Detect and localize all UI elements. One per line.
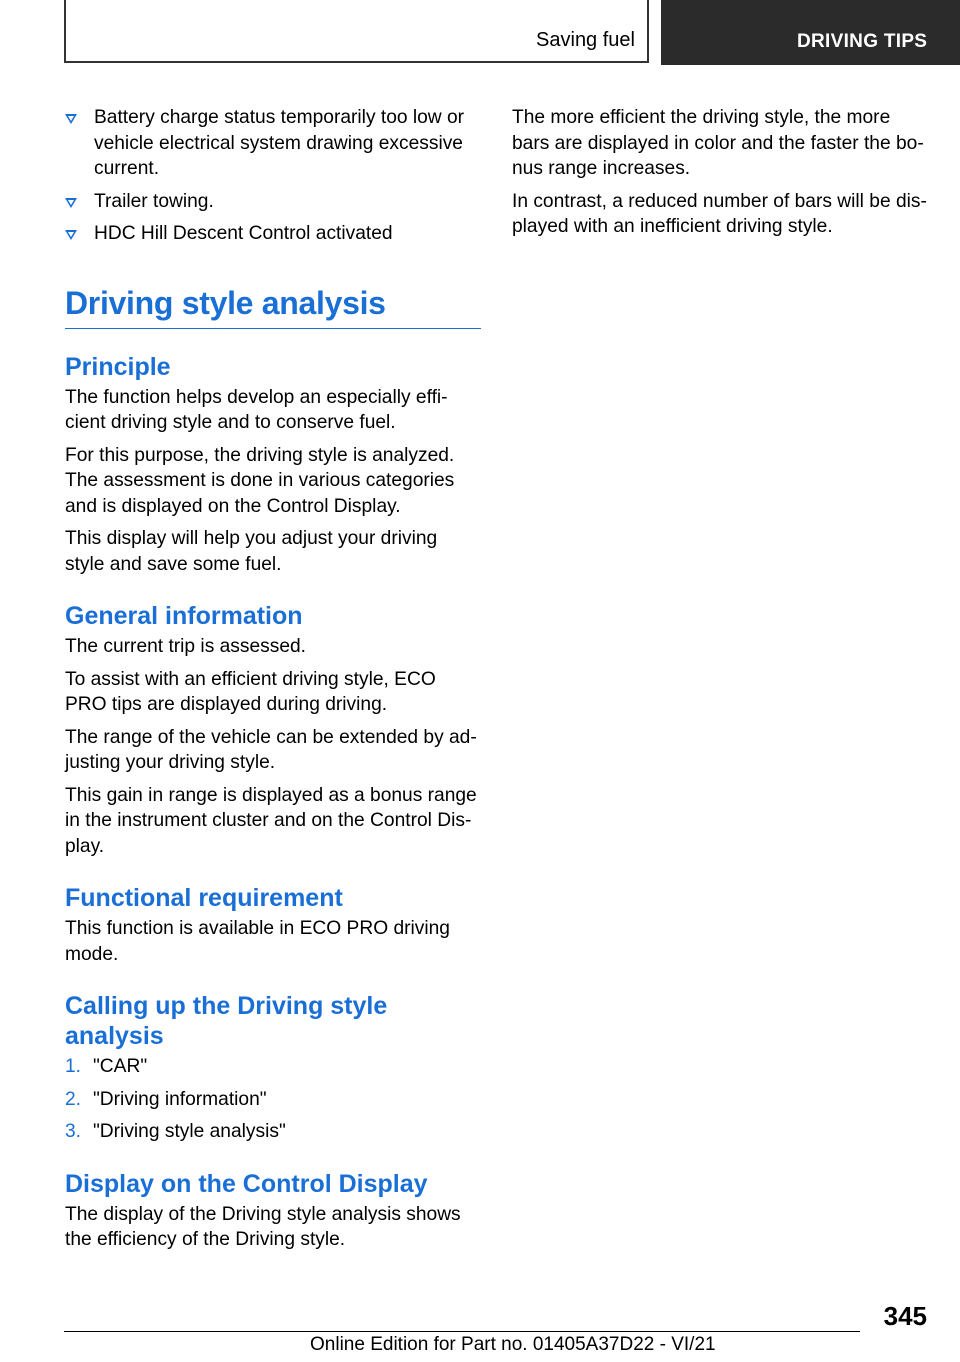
heading-general-information: General information — [65, 602, 303, 630]
list-item: 1. "CAR" — [65, 1054, 481, 1080]
list-item: HDC Hill Descent Control activated — [65, 221, 481, 247]
heading-principle: Principle — [65, 352, 171, 381]
left-column — [65, 105, 481, 1260]
paragraph: This gain in range is displayed as a bonus range in the instrument cluster and on the Control Dis-play. — [65, 784, 477, 857]
paragraph: In contrast, a reduced number of bars will be dis-played with an inefficient driving style. — [512, 190, 927, 237]
heading-display: Display on the Control Display — [65, 1169, 428, 1198]
triangle-bullet-icon — [65, 114, 77, 124]
list-item: 3. "Driving style analysis" — [65, 1119, 481, 1145]
paragraph: This function is available in ECO PRO driving mode. — [65, 918, 450, 965]
paragraph: The more efficient the driving style, the more bars are displayed in color and the faster the bo-nus range increases. — [512, 107, 924, 179]
paragraph: The display of the Driving style analysis shows the efficiency of the Driving style. — [65, 1203, 461, 1250]
paragraph: The range of the vehicle can be extended by ad-justing your driving style. — [65, 726, 477, 773]
heading-functional-requirement: Functional requirement — [65, 884, 343, 912]
list-item: 2. "Driving information" — [65, 1087, 481, 1113]
heading-calling-up: Calling up the Driving style analysis — [65, 992, 388, 1050]
paragraph: For this purpose, the driving style is analyzed. The assessment is done in various categories and is displayed on the Control Display. — [65, 444, 455, 517]
footer-divider — [64, 1331, 860, 1332]
right-column — [512, 105, 928, 247]
page-number: 345 — [883, 1301, 927, 1331]
triangle-bullet-icon — [65, 198, 77, 208]
triangle-bullet-icon — [65, 230, 77, 240]
paragraph: The function helps develop an especially effi-cient driving style and to conserve fuel. — [65, 386, 448, 433]
step-number: 3. — [65, 1121, 82, 1142]
paragraph: The current trip is assessed. — [65, 636, 307, 657]
list-item: Battery charge status temporarily too low or vehicle electrical system drawing excessive current. — [65, 105, 481, 182]
header-chapter-title: DRIVING TIPS — [797, 31, 928, 52]
footer-edition: Online Edition for Part no. 01405A37D22 - VI/21 — [310, 1334, 716, 1355]
header-chapter-tab — [661, 0, 960, 65]
paragraph: To assist with an efficient driving style, ECO PRO tips are displayed during driving. — [65, 668, 436, 715]
page-title: Driving style analysis — [65, 284, 481, 329]
condition-list — [65, 105, 481, 247]
header-section-title: Saving fuel — [536, 29, 635, 51]
steps-list — [65, 1054, 481, 1145]
step-number: 2. — [65, 1088, 82, 1110]
header-section-box — [64, 0, 649, 63]
step-number: 1. — [65, 1056, 82, 1077]
paragraph: This display will help you adjust your driving style and save some fuel. — [65, 528, 438, 575]
list-item: Trailer towing. — [65, 189, 481, 215]
